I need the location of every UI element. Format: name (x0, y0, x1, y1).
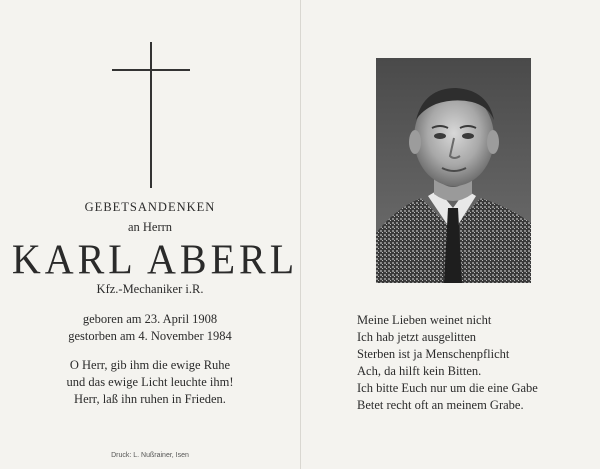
salutation: an Herrn (127, 220, 173, 234)
poem-line: Betet recht oft an meinem Grabe. (357, 398, 524, 412)
poem-line: Ach, da hilft kein Bitten. (357, 364, 482, 378)
right-panel (301, 0, 600, 469)
death-date: gestorben am 4. November 1984 (68, 329, 232, 343)
cross-icon (112, 42, 190, 188)
printer-credit: Druck: L. Nußrainer, Isen (111, 452, 189, 459)
prayer-line: Herr, laß ihn ruhen in Frieden. (74, 392, 226, 406)
card-heading: GEBETSANDENKEN (84, 200, 216, 214)
birth-date: geboren am 23. April 1908 (82, 312, 218, 326)
poem-line: Ich hab jetzt ausgelitten (357, 330, 477, 344)
prayer-line: O Herr, gib ihm die ewige Ruhe (69, 358, 231, 372)
poem-line: Ich bitte Euch nur um die eine Gabe (357, 381, 538, 395)
portrait-photo-icon (376, 58, 531, 283)
poem-line: Meine Lieben weinet nicht (357, 313, 492, 327)
prayer-line: und das ewige Licht leuchte ihm! (66, 375, 234, 389)
poem-line: Sterben ist ja Menschenpflicht (357, 347, 510, 361)
occupation: Kfz.-Mechaniker i.R. (96, 282, 204, 296)
deceased-name: KARL ABERL (11, 235, 299, 284)
